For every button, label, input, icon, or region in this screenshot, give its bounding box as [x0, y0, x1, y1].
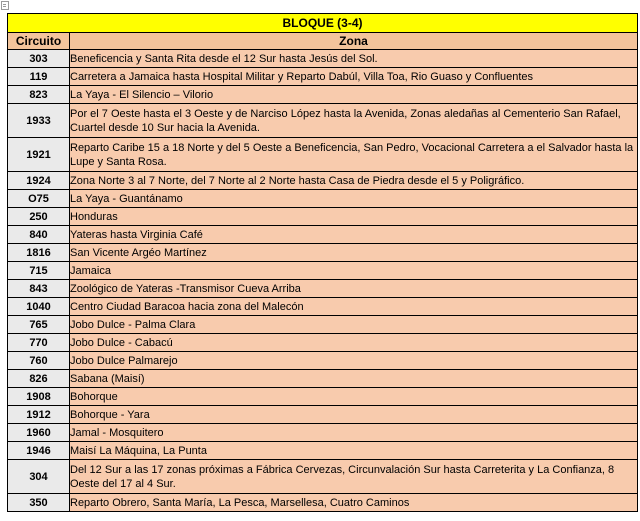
- zone-description: La Yaya - El Silencio – Vilorio: [70, 86, 638, 104]
- circuit-code: 843: [8, 280, 70, 298]
- table-row: [8, 280, 638, 298]
- circuit-code: O75: [8, 190, 70, 208]
- table-row: [8, 298, 638, 316]
- table-row: [8, 190, 638, 208]
- table-row: [8, 424, 638, 442]
- circuit-code: 1921: [8, 138, 70, 172]
- zone-description: Jamal - Mosquitero: [70, 424, 638, 442]
- table-row: [8, 172, 638, 190]
- zone-description: Honduras: [70, 208, 638, 226]
- zone-description: Jobo Dulce - Cabacú: [70, 334, 638, 352]
- circuit-code: 303: [8, 50, 70, 68]
- circuit-code: 770: [8, 334, 70, 352]
- table-row: [8, 226, 638, 244]
- circuit-code: 119: [8, 68, 70, 86]
- zone-description: Del 12 Sur a las 17 zonas próximas a Fábrica Cervezas, Circunvalación Sur hasta Carreterita y La Confianza, 8 Oeste del 17 al 4 Sur.: [70, 460, 638, 494]
- zone-description: La Yaya - Guantánamo: [70, 190, 638, 208]
- column-header-circuito: Circuito: [8, 33, 70, 50]
- table-row: [8, 138, 638, 172]
- table-row: [8, 316, 638, 334]
- zone-description: Jobo Dulce - Palma Clara: [70, 316, 638, 334]
- zone-description: Reparto Obrero, Santa María, La Pesca, Marsellesa, Cuatro Caminos: [70, 494, 638, 512]
- zone-description: Jamaica: [70, 262, 638, 280]
- zone-description: Bohorque - Yara: [70, 406, 638, 424]
- circuit-code: 1040: [8, 298, 70, 316]
- table-row: [8, 262, 638, 280]
- zone-description: Yateras hasta Virginia Café: [70, 226, 638, 244]
- circuit-code: 826: [8, 370, 70, 388]
- zone-description: Jobo Dulce Palmarejo: [70, 352, 638, 370]
- circuit-code: 304: [8, 460, 70, 494]
- circuit-code: 1924: [8, 172, 70, 190]
- zone-description: Bohorque: [70, 388, 638, 406]
- table-row: [8, 334, 638, 352]
- table-row: [8, 86, 638, 104]
- zone-description: Beneficencia y Santa Rita desde el 12 Sur hasta Jesús del Sol.: [70, 50, 638, 68]
- circuit-code: 1960: [8, 424, 70, 442]
- circuit-code: 760: [8, 352, 70, 370]
- table-row: [8, 388, 638, 406]
- zone-description: Zoológico de Yateras -Transmisor Cueva Arriba: [70, 280, 638, 298]
- table-row: [8, 104, 638, 138]
- table-title: BLOQUE (3-4): [8, 14, 638, 33]
- circuit-code: 1933: [8, 104, 70, 138]
- circuit-code: 1912: [8, 406, 70, 424]
- zone-description: Sabana (Maisí): [70, 370, 638, 388]
- circuit-code: 765: [8, 316, 70, 334]
- circuit-code: 1816: [8, 244, 70, 262]
- zone-description: Reparto Caribe 15 a 18 Norte y del 5 Oeste a Beneficencia, San Pedro, Vocacional Carretera a el Salvador hasta la Lupe y Santa Rosa.: [70, 138, 638, 172]
- circuit-code: 350: [8, 494, 70, 512]
- circuit-code: 840: [8, 226, 70, 244]
- circuit-code: 823: [8, 86, 70, 104]
- circuit-code: 715: [8, 262, 70, 280]
- table-row: [8, 442, 638, 460]
- column-header-zona: Zona: [70, 33, 638, 50]
- table-row: [8, 460, 638, 494]
- table-row: [8, 244, 638, 262]
- table-row: [8, 406, 638, 424]
- table-row: [8, 494, 638, 512]
- table-row: [8, 68, 638, 86]
- bloque-table: [7, 13, 638, 512]
- zone-description: Carretera a Jamaica hasta Hospital Militar y Reparto Dabúl, Villa Toa, Rio Guaso y Confluentes: [70, 68, 638, 86]
- zone-description: San Vicente Argéo Martínez: [70, 244, 638, 262]
- table-row: [8, 352, 638, 370]
- zone-description: Centro Ciudad Baracoa hacia zona del Malecón: [70, 298, 638, 316]
- table-row: [8, 50, 638, 68]
- zone-description: Zona Norte 3 al 7 Norte, del 7 Norte al 2 Norte hasta Casa de Piedra desde el 5 y Poligráfico.: [70, 172, 638, 190]
- table-row: [8, 208, 638, 226]
- circuit-code: 1908: [8, 388, 70, 406]
- table-row: [8, 370, 638, 388]
- document-corner-icon: [1, 1, 9, 10]
- circuit-code: 1946: [8, 442, 70, 460]
- zone-description: Maisí La Máquina, La Punta: [70, 442, 638, 460]
- circuit-code: 250: [8, 208, 70, 226]
- zone-description: Por el 7 Oeste hasta el 3 Oeste y de Narciso López hasta la Avenida, Zonas aledañas al Cementerio San Rafael, Cuartel desde 10 Sur hacia la Avenida.: [70, 104, 638, 138]
